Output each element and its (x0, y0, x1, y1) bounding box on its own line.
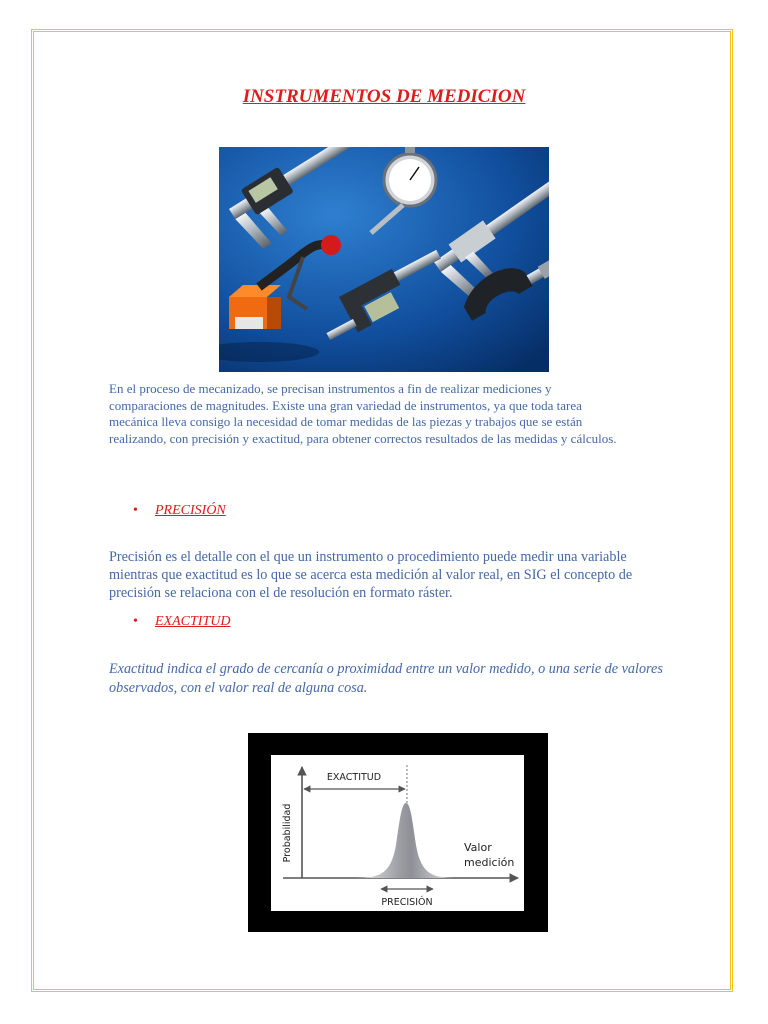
label-precision: PRECISIÓN (381, 897, 433, 908)
accuracy-precision-diagram (248, 733, 548, 932)
bullet-dot: • (133, 503, 138, 518)
label-exactitud: EXACTITUD (326, 772, 382, 783)
label-medicion: medición (464, 856, 515, 869)
page-title: INSTRUMENTOS DE MEDICION (242, 86, 526, 107)
label-probabilidad: Probabilidad (282, 803, 293, 863)
exactitud-paragraph: Exactitud indica el grado de cercanía o proximidad entre un valor medido, o una serie de valores observados, con el valor real de alguna cosa. (109, 661, 663, 696)
bullet-exactitud (133, 614, 230, 630)
bullet-exactitud-label: EXACTITUD (155, 614, 231, 629)
label-valor: Valor (464, 841, 492, 854)
diagram-svg (271, 755, 524, 911)
bell-curve (356, 803, 456, 878)
bullet-dot: • (133, 614, 138, 629)
intro-paragraph: En el proceso de mecanizado, se precisan instrumentos a fin de realizar mediciones y comparaciones de magnitudes. Existe una gran variedad de instrumentos, ya que toda tarea mecánica lleva consigo la necesidad de tomar medidas de las piezas y trabajos que se están realizando, con precisión y exactitud, para obtener correctos resultados de las medidas y cálculos. (109, 381, 617, 446)
measuring-instruments-photo (219, 147, 549, 372)
bullet-precision-label: PRECISIÓN (155, 503, 226, 518)
bullet-precision (133, 503, 226, 519)
precision-paragraph: Precisión es el detalle con el que un instrumento o procedimiento puede medir una variable mientras que exactitud es lo que se acerca esta medición al valor real, en SIG el concepto de precisión se relaciona con el de resolución en formato ráster. (109, 549, 633, 601)
